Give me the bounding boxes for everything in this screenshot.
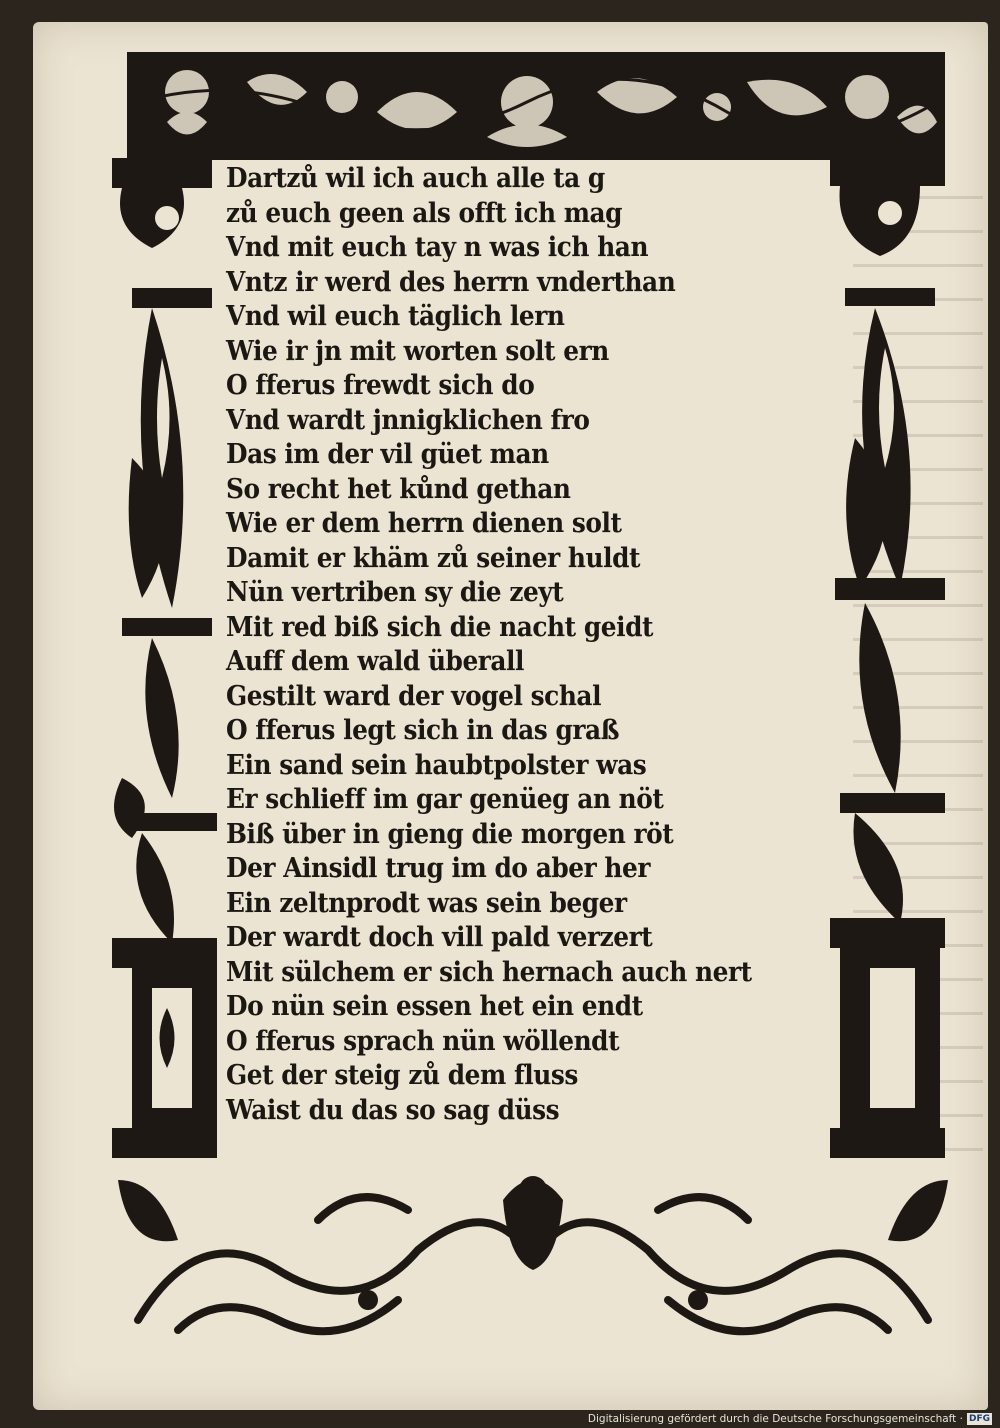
woodcut-pillar-left-icon (112, 158, 220, 1178)
woodcut-pillar-right-icon (830, 158, 950, 1178)
verse-line: Vnd wardt jnnigklichen fro (226, 404, 590, 436)
verse-line: Ein zeltnprodt was sein beger (226, 887, 627, 919)
verse-line: Auff dem wald überall (226, 646, 525, 677)
verse-line: Vntz ir werd des herrn vnderthan (226, 266, 676, 298)
verse-line: Das im der vil güet man (226, 439, 549, 470)
verse-line: Get der steig zů dem fluss (226, 1060, 578, 1091)
woodcut-border-top-icon (127, 52, 945, 160)
verse-line: O fferus sprach nün wöllendt (226, 1025, 620, 1057)
verse-line: Der Ainsidl trug im do aber her (226, 853, 651, 884)
verse-text-block (226, 162, 826, 1128)
verse-line: Mit red biß sich die nacht geidt (226, 611, 653, 643)
digitization-credit (588, 1410, 992, 1428)
verse-line: Nün vertriben sy die zeyt (226, 577, 564, 608)
verse-line: So recht het kůnd gethan (226, 473, 571, 505)
verse-line: Vnd mit euch tay n was ich han (226, 232, 649, 263)
verse-line: Gestilt ward der vogel schal (226, 680, 602, 712)
verse-line: Damit er khäm zů seiner huldt (226, 542, 641, 574)
verse-line: zů euch geen als offt ich mag (226, 197, 623, 229)
verse-line: Ein sand sein haubtpolster was (226, 749, 647, 781)
verse-line: O fferus legt sich in das graß (226, 715, 620, 746)
verse-line: Biß über in gieng die morgen röt (226, 818, 674, 850)
verse-line: Do nün sein essen het ein endt (226, 991, 643, 1022)
credit-text: Digitalisierung gefördert durch die Deutsche Forschungsgemeinschaft · (587, 1413, 963, 1425)
verse-line: Dartzů wil ich auch alle ta g (226, 163, 605, 194)
verse-line: Wie er dem herrn dienen solt (226, 508, 622, 539)
verse-line: Er schlieff im gar genüeg an nöt (226, 784, 664, 815)
verse-line: Der wardt doch vill pald verzert (226, 922, 653, 953)
dfg-logo-icon: DFG (968, 1414, 990, 1424)
verse-line: Waist du das so sag düss (226, 1094, 560, 1126)
woodcut-border-bottom-icon (118, 1160, 948, 1350)
verse-line: Vnd wil euch täglich lern (226, 301, 565, 332)
verse-line: O fferus frewdt sich do (226, 370, 535, 401)
verse-line: Mit sülchem er sich hernach auch nert (226, 956, 752, 988)
verse-line: Wie ir jn mit worten solt ern (226, 335, 609, 367)
